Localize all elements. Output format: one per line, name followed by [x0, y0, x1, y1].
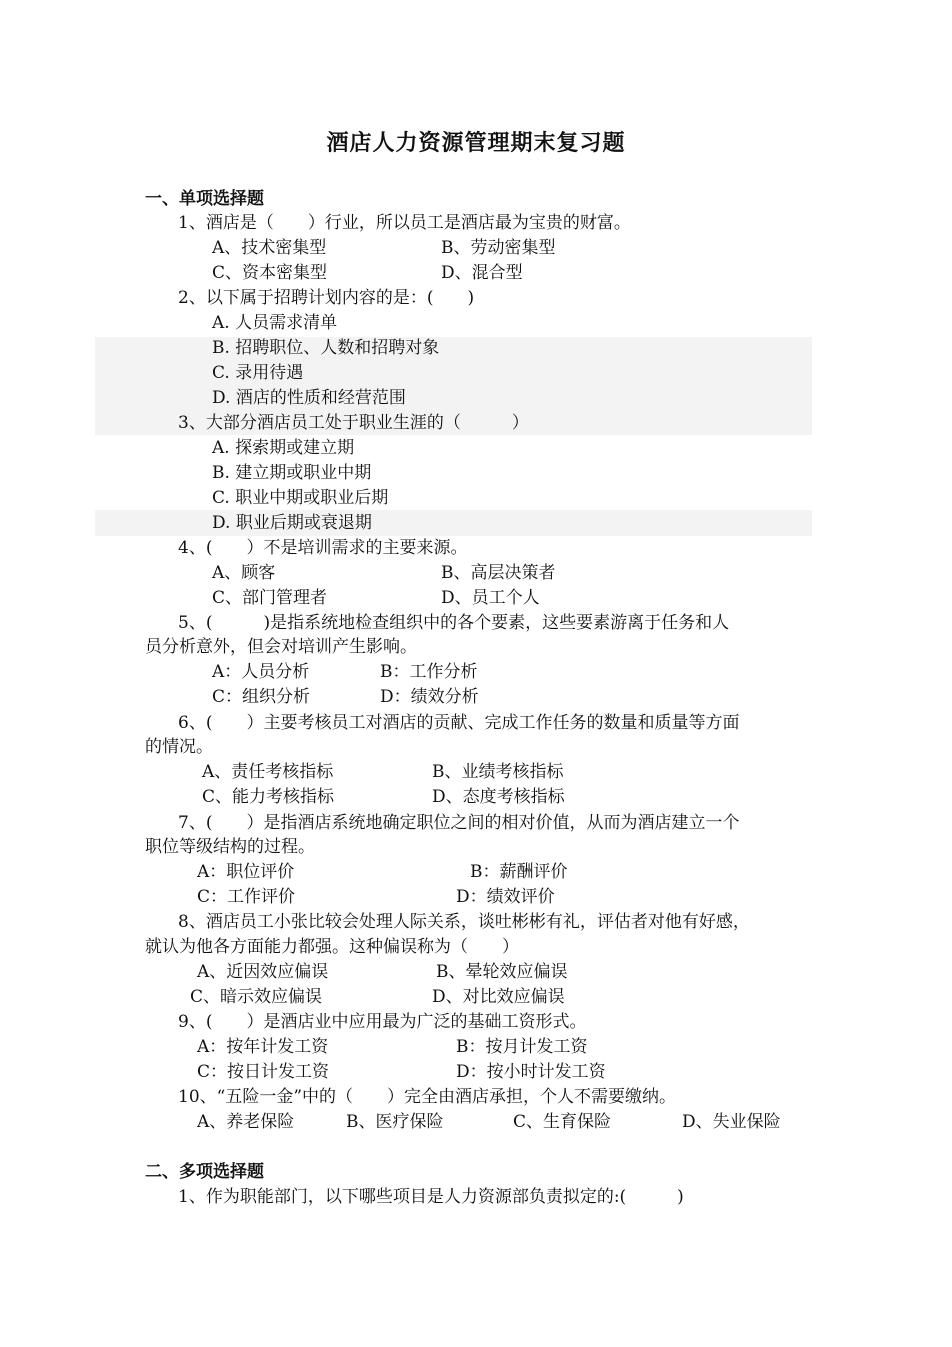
option: D：绩效评价 — [456, 887, 555, 907]
question-stem-continued: 员分析意外，但会对培训产生影响。 — [145, 637, 417, 657]
option: C、部门管理者 — [212, 588, 328, 608]
question-stem: 1、酒店是（ ）行业，所以员工是酒店最为宝贵的财富。 — [178, 213, 631, 233]
option: A、顾客 — [212, 563, 276, 583]
option: C：工作评价 — [197, 887, 296, 907]
option: B、高层决策者 — [441, 563, 556, 583]
option: D：绩效分析 — [380, 687, 479, 707]
question-stem-continued: 就认为他各方面能力都强。这种偏误称为（ ） — [145, 937, 519, 957]
option: B：按月计发工资 — [456, 1037, 588, 1057]
option: C. 录用待遇 — [212, 363, 304, 383]
shaded-band — [95, 510, 812, 536]
option: A：职位评价 — [197, 862, 295, 882]
option: A、责任考核指标 — [202, 762, 334, 782]
option: C. 职业中期或职业后期 — [212, 488, 389, 508]
option: B：薪酬评价 — [470, 862, 568, 882]
option: B、劳动密集型 — [441, 238, 556, 258]
question-stem: 5、( )是指系统地检查组织中的各个要素，这些要素游离于任务和人 — [178, 613, 730, 633]
option: A. 探索期或建立期 — [212, 438, 355, 458]
option: C、资本密集型 — [212, 263, 328, 283]
question-stem-continued: 职位等级结构的过程。 — [145, 837, 315, 857]
option: D、对比效应偏误 — [432, 987, 565, 1007]
question-stem: 1、作为职能部门，以下哪些项目是人力资源部负责拟定的:( ) — [178, 1187, 684, 1207]
question-stem: 4、( ）不是培训需求的主要来源。 — [178, 538, 468, 558]
option: B. 建立期或职业中期 — [212, 463, 372, 483]
option: D：按小时计发工资 — [456, 1062, 606, 1082]
option: B. 招聘职位、人数和招聘对象 — [212, 338, 440, 358]
question-stem-continued: 的情况。 — [145, 737, 213, 757]
option: A、近因效应偏误 — [197, 962, 329, 982]
section-heading: 一、单项选择题 — [145, 189, 264, 209]
option: B：工作分析 — [380, 662, 478, 682]
option: D、态度考核指标 — [432, 787, 565, 807]
question-stem: 9、( ）是酒店业中应用最为广泛的基础工资形式。 — [178, 1012, 587, 1032]
question-stem: 2、以下属于招聘计划内容的是：( ) — [178, 288, 475, 308]
page-title: 酒店人力资源管理期末复习题 — [326, 130, 626, 156]
option: A、养老保险 — [197, 1112, 295, 1132]
option: A. 人员需求清单 — [212, 313, 338, 333]
option: C、暗示效应偏误 — [190, 987, 323, 1007]
question-stem: 6、( ）主要考核员工对酒店的贡献、完成工作任务的数量和质量等方面 — [178, 713, 740, 733]
option: B、晕轮效应偏误 — [436, 962, 568, 982]
question-stem: 8、酒店员工小张比较会处理人际关系，谈吐彬彬有礼，评估者对他有好感， — [178, 912, 750, 932]
option: D、失业保险 — [682, 1112, 781, 1132]
option: B、业绩考核指标 — [432, 762, 564, 782]
option: B、医疗保险 — [346, 1112, 444, 1132]
option: D、混合型 — [441, 263, 523, 283]
option: D. 职业后期或衰退期 — [212, 513, 372, 533]
option: D. 酒店的性质和经营范围 — [212, 388, 406, 408]
option: A：按年计发工资 — [197, 1037, 329, 1057]
option: C、能力考核指标 — [202, 787, 335, 807]
option: A、技术密集型 — [212, 238, 327, 258]
option: C：按日计发工资 — [197, 1062, 330, 1082]
question-stem: 3、大部分酒店员工处于职业生涯的（ ） — [178, 413, 529, 433]
section-heading: 二、多项选择题 — [145, 1162, 264, 1182]
option: D、员工个人 — [441, 588, 540, 608]
option: C：组织分析 — [212, 687, 311, 707]
option: A：人员分析 — [212, 662, 310, 682]
question-stem: 7、( ）是指酒店系统地确定职位之间的相对价值，从而为酒店建立一个 — [178, 813, 740, 833]
question-stem: 10、“五险一金”中的（ ）完全由酒店承担，个人不需要缴纳。 — [178, 1087, 677, 1107]
option: C、生育保险 — [513, 1112, 612, 1132]
